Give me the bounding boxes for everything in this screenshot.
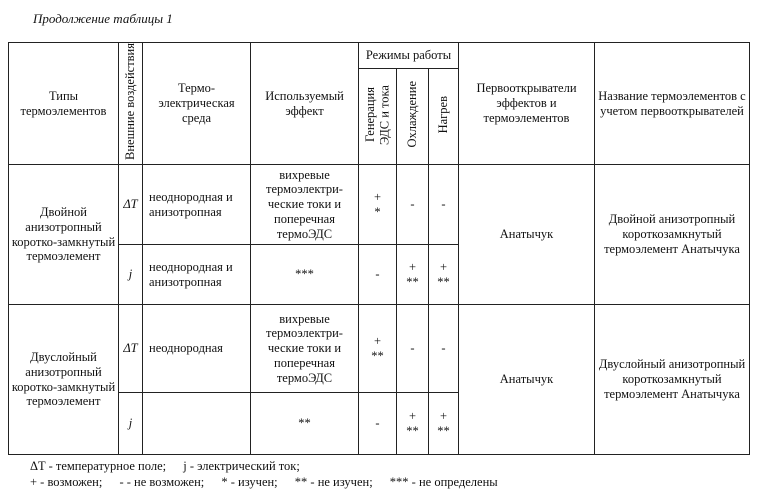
header-mode-generation	[359, 69, 397, 165]
legend-impossible: - - не возможен;	[119, 475, 205, 489]
group-type: Двойной анизотропный коротко-замкнутый термоэлемент	[9, 165, 119, 305]
legend-line-1	[30, 458, 498, 474]
mode-heating-label: Нагрев	[436, 95, 451, 134]
header-external-label: Внешние воздействия	[123, 43, 138, 161]
discoverer-cell: Анатычук	[459, 305, 595, 455]
header-external	[119, 43, 143, 165]
legend-j: j - электрический ток;	[183, 459, 300, 473]
medium-cell: неоднородная	[143, 305, 251, 393]
legend-line-2	[30, 474, 498, 490]
mode-generation-cell: -	[359, 393, 397, 455]
legend-delta-t: ΔT - температурное поле;	[30, 459, 167, 473]
mode-cooling-cell: -	[397, 305, 429, 393]
mode-generation-cell: -	[359, 245, 397, 305]
legend-undefined: *** - не определены	[389, 475, 498, 489]
header-types: Типы термоэлементов	[9, 43, 119, 165]
header-name: Название термоэлементов с учетом первооткрывателей	[595, 43, 750, 165]
table-legend	[30, 458, 498, 490]
mode-cooling-cell: + **	[397, 245, 429, 305]
mode-heating-cell: + **	[429, 245, 459, 305]
table-row	[9, 165, 750, 245]
external-cell: j	[119, 393, 143, 455]
header-mode-cooling	[397, 69, 429, 165]
legend-studied: * - изучен;	[221, 475, 278, 489]
name-cell: Двуслойный анизотропный короткозамкнутый термоэлемент Анатычука	[595, 305, 750, 455]
mode-cooling-cell: + **	[397, 393, 429, 455]
header-medium: Термо-электрическая среда	[143, 43, 251, 165]
effect-cell: ***	[251, 245, 359, 305]
table-row	[9, 305, 750, 393]
external-cell: ΔT	[119, 305, 143, 393]
mode-cooling-cell: -	[397, 165, 429, 245]
effect-cell: вихревые термоэлектри-ческие токи и поперечная термоЭДС	[251, 305, 359, 393]
external-cell: j	[119, 245, 143, 305]
effect-cell: **	[251, 393, 359, 455]
discoverer-cell: Анатычук	[459, 165, 595, 305]
medium-cell	[143, 393, 251, 455]
external-cell: ΔT	[119, 165, 143, 245]
header-mode-heating	[429, 69, 459, 165]
effect-cell: вихревые термоэлектри-ческие токи и поперечная термоЭДС	[251, 165, 359, 245]
mode-cooling-label: Охлаждение	[405, 81, 420, 148]
medium-cell: неоднородная и анизотропная	[143, 245, 251, 305]
medium-cell: неоднородная и анизотропная	[143, 165, 251, 245]
mode-heating-cell: + **	[429, 393, 459, 455]
thermoelement-table	[8, 42, 750, 455]
legend-possible: + - возможен;	[30, 475, 103, 489]
mode-generation-label: Генерация ЭДС и тока	[363, 84, 392, 145]
header-effect: Используемый эффект	[251, 43, 359, 165]
mode-generation-cell: + *	[359, 165, 397, 245]
header-discoverers: Первооткрыватели эффектов и термоэлементов	[459, 43, 595, 165]
mode-generation-cell: + **	[359, 305, 397, 393]
group-type: Двуслойный анизотропный коротко-замкнутый термоэлемент	[9, 305, 119, 455]
table-caption: Продолжение таблицы 1	[33, 11, 173, 26]
header-modes: Режимы работы	[359, 43, 459, 69]
name-cell: Двойной анизотропный короткозамкнутый термоэлемент Анатычука	[595, 165, 750, 305]
mode-heating-cell: -	[429, 165, 459, 245]
legend-not-studied: ** - не изучен;	[294, 475, 373, 489]
mode-heating-cell: -	[429, 305, 459, 393]
